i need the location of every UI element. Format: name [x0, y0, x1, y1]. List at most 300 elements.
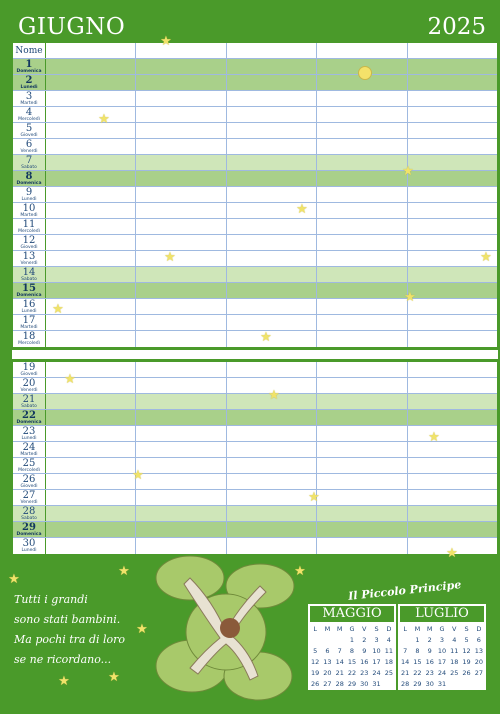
- day-cell[interactable]: [408, 490, 497, 505]
- day-cell[interactable]: [317, 107, 407, 122]
- day-cell[interactable]: [136, 315, 226, 330]
- day-cell[interactable]: [46, 91, 136, 106]
- day-cell[interactable]: [46, 474, 136, 489]
- day-cell[interactable]: [136, 362, 226, 377]
- day-cell[interactable]: [317, 91, 407, 106]
- quote-text: [14, 590, 125, 670]
- weekday-initial: S: [374, 624, 379, 633]
- day-cell[interactable]: [408, 442, 497, 457]
- week-row: [309, 667, 395, 678]
- star-icon: ★: [98, 112, 110, 127]
- day-cell[interactable]: [408, 299, 497, 314]
- day-cell[interactable]: [227, 299, 317, 314]
- day-number: 25: [22, 458, 36, 469]
- mini-day: 2: [362, 635, 367, 644]
- weekday-name: Domenica: [16, 532, 42, 537]
- mini-day: 22: [413, 668, 422, 677]
- mini-day: 28: [401, 679, 410, 688]
- mini-day: 28: [335, 679, 344, 688]
- weekday-initial: M: [324, 624, 331, 633]
- day-cell[interactable]: [46, 522, 136, 537]
- day-cell[interactable]: [317, 331, 407, 347]
- day-cell[interactable]: [317, 299, 407, 314]
- day-cell[interactable]: [408, 362, 497, 377]
- day-cell[interactable]: [408, 171, 497, 186]
- day-cell[interactable]: [136, 235, 226, 250]
- day-cell[interactable]: [227, 362, 317, 377]
- day-cell[interactable]: [408, 219, 497, 234]
- mini-day: 16: [360, 657, 369, 666]
- day-cell[interactable]: [136, 75, 226, 90]
- day-cell[interactable]: [46, 219, 136, 234]
- name-column-1[interactable]: [46, 43, 136, 58]
- name-column-3[interactable]: [227, 43, 317, 58]
- day-cell[interactable]: [227, 331, 317, 347]
- day-cell[interactable]: [46, 458, 136, 473]
- day-label: [13, 107, 46, 122]
- mini-day: 22: [347, 668, 357, 677]
- day-row: [13, 378, 497, 394]
- day-cell[interactable]: [408, 315, 497, 330]
- day-cell[interactable]: [136, 283, 226, 298]
- day-cell[interactable]: [408, 394, 497, 409]
- day-cell[interactable]: [46, 59, 136, 74]
- day-cell[interactable]: [136, 203, 226, 218]
- day-cell[interactable]: [46, 203, 136, 218]
- day-cell[interactable]: [317, 251, 407, 266]
- day-cell[interactable]: [227, 283, 317, 298]
- quote-line: Ma pochi tra di loro: [14, 633, 126, 646]
- day-cell[interactable]: [408, 426, 497, 441]
- day-cell[interactable]: [408, 139, 497, 154]
- day-label: [13, 394, 46, 409]
- day-cell[interactable]: [317, 235, 407, 250]
- mini-day: 31: [372, 679, 381, 688]
- mini-day: 25: [384, 668, 393, 677]
- day-cell[interactable]: [227, 474, 317, 489]
- day-cell[interactable]: [227, 155, 317, 170]
- day-cell[interactable]: [136, 267, 226, 282]
- mini-day: 14: [401, 657, 410, 666]
- day-cell[interactable]: [136, 187, 226, 202]
- day-cell[interactable]: [136, 442, 226, 457]
- mini-day: 21: [335, 668, 344, 677]
- day-cell[interactable]: [136, 490, 226, 505]
- day-cell[interactable]: [317, 474, 407, 489]
- mini-day: 7: [403, 646, 408, 655]
- day-cell[interactable]: [317, 203, 407, 218]
- day-cell[interactable]: [317, 219, 407, 234]
- day-cell[interactable]: [408, 59, 497, 74]
- day-cell[interactable]: [46, 187, 136, 202]
- day-cell[interactable]: [317, 171, 407, 186]
- mini-day: 4: [386, 635, 391, 644]
- brand-logo: Il Piccolo Principe: [347, 578, 462, 603]
- mini-day: 25: [450, 668, 459, 677]
- mini-day: 30: [425, 679, 434, 688]
- weekday-name: Venerdì: [20, 500, 38, 505]
- day-cell[interactable]: [317, 283, 407, 298]
- star-icon: ★: [404, 290, 416, 305]
- weekday-name: Mercoledì: [18, 229, 40, 234]
- day-cell[interactable]: [227, 187, 317, 202]
- day-row: [13, 267, 497, 283]
- day-cell[interactable]: [227, 107, 317, 122]
- day-cell[interactable]: [46, 378, 136, 393]
- weekday-initial: S: [464, 624, 469, 633]
- mini-day: 3: [374, 635, 379, 644]
- weekday-name: Mercoledì: [18, 341, 40, 346]
- day-number: 12: [22, 235, 36, 246]
- day-cell[interactable]: [408, 506, 497, 521]
- day-cell[interactable]: [408, 458, 497, 473]
- quote-line: se ne ricordano...: [14, 653, 112, 666]
- day-cell[interactable]: [46, 506, 136, 521]
- header-row: [13, 43, 497, 59]
- week-row: [309, 645, 395, 656]
- day-cell[interactable]: [408, 187, 497, 202]
- day-cell[interactable]: [46, 442, 136, 457]
- day-cell[interactable]: [227, 59, 317, 74]
- day-cell[interactable]: [136, 155, 226, 170]
- mini-calendar-table: [399, 623, 485, 689]
- mini-day: 13: [474, 646, 483, 655]
- day-number: 23: [22, 426, 36, 437]
- day-number: 14: [22, 267, 36, 278]
- day-cell[interactable]: [136, 139, 226, 154]
- week-row: [309, 634, 395, 645]
- day-cell[interactable]: [227, 442, 317, 457]
- day-cell[interactable]: [317, 378, 407, 393]
- day-row: [13, 75, 497, 91]
- day-row: [13, 490, 497, 506]
- day-cell[interactable]: [227, 315, 317, 330]
- weekday-name: Sabato: [21, 516, 37, 521]
- day-row: [13, 458, 497, 474]
- mini-day: 1: [349, 635, 355, 644]
- day-row: [13, 299, 497, 315]
- mini-day: 8: [415, 646, 420, 655]
- moon-icon: [358, 66, 372, 80]
- day-cell[interactable]: [46, 538, 136, 554]
- day-row: [13, 410, 497, 426]
- day-cell[interactable]: [317, 426, 407, 441]
- weekday-initial: V: [452, 624, 457, 633]
- day-cell[interactable]: [227, 522, 317, 537]
- day-cell[interactable]: [227, 219, 317, 234]
- mini-day: 30: [360, 679, 369, 688]
- day-label: [13, 91, 46, 106]
- star-icon: ★: [480, 250, 492, 265]
- weekday-name: Martedì: [20, 325, 38, 330]
- day-cell[interactable]: [46, 410, 136, 425]
- day-cell[interactable]: [46, 331, 136, 347]
- day-cell[interactable]: [317, 155, 407, 170]
- quote-line: Tutti i grandi: [14, 593, 88, 606]
- name-column-4[interactable]: [317, 43, 407, 58]
- month-title: GIUGNO: [18, 14, 126, 40]
- day-number: 6: [25, 139, 33, 150]
- day-cell[interactable]: [46, 171, 136, 186]
- mini-day: 6: [476, 635, 481, 644]
- day-cell[interactable]: [136, 123, 226, 138]
- day-label: [13, 522, 46, 537]
- day-cell[interactable]: [227, 75, 317, 90]
- star-icon: ★: [294, 564, 306, 579]
- mini-day: 21: [401, 668, 410, 677]
- mini-day: 6: [325, 646, 330, 655]
- weekday-name: Domenica: [16, 293, 42, 298]
- day-cell[interactable]: [46, 315, 136, 330]
- day-cell[interactable]: [317, 490, 407, 505]
- weekday-initial: G: [349, 624, 355, 633]
- day-row: [13, 283, 497, 299]
- day-label: [13, 410, 46, 425]
- day-row: [13, 187, 497, 203]
- mini-day: 7: [337, 646, 342, 655]
- day-cell[interactable]: [317, 538, 407, 554]
- name-label: Nome: [13, 43, 46, 58]
- day-cell[interactable]: [317, 458, 407, 473]
- day-row: [13, 235, 497, 251]
- day-number: 28: [22, 506, 36, 517]
- weekday-name: Domenica: [16, 420, 42, 425]
- day-row: [13, 123, 497, 139]
- star-icon: ★: [160, 34, 172, 49]
- day-number: 3: [25, 91, 33, 102]
- day-cell[interactable]: [227, 123, 317, 138]
- mini-day: 20: [474, 657, 483, 666]
- day-cell[interactable]: [46, 283, 136, 298]
- day-cell[interactable]: [136, 251, 226, 266]
- weekday-name: Venerdì: [20, 261, 38, 266]
- weekday-name: Lunedì: [21, 197, 37, 202]
- mini-calendar-may: [308, 604, 396, 690]
- week-row: [399, 634, 485, 645]
- week-row: [309, 678, 395, 689]
- name-column-2[interactable]: [136, 43, 226, 58]
- weekday-name: Mercoledì: [18, 117, 40, 122]
- weekday-name: Giovedì: [20, 133, 38, 138]
- day-cell[interactable]: [46, 426, 136, 441]
- weekday-initial: M: [426, 624, 433, 633]
- day-cell[interactable]: [408, 331, 497, 347]
- day-label: [13, 458, 46, 473]
- mini-day: [383, 678, 395, 689]
- mini-day: 23: [425, 668, 434, 677]
- day-cell[interactable]: [227, 267, 317, 282]
- day-cell[interactable]: [227, 490, 317, 505]
- day-cell[interactable]: [317, 267, 407, 282]
- day-cell[interactable]: [136, 458, 226, 473]
- day-cell[interactable]: [227, 251, 317, 266]
- day-cell[interactable]: [317, 362, 407, 377]
- day-cell[interactable]: [408, 75, 497, 90]
- day-label: [13, 474, 46, 489]
- mini-day: [334, 634, 346, 645]
- day-number: 17: [22, 315, 36, 326]
- star-icon: ★: [268, 388, 280, 403]
- weekday-name: Martedì: [20, 101, 38, 106]
- day-cell[interactable]: [408, 91, 497, 106]
- mini-day: 24: [437, 668, 447, 677]
- day-row: [13, 251, 497, 267]
- mini-day: 26: [462, 668, 471, 677]
- day-cell[interactable]: [136, 91, 226, 106]
- week-row: [399, 667, 485, 678]
- weekday-name: Giovedì: [20, 484, 38, 489]
- day-cell[interactable]: [408, 123, 497, 138]
- day-cell[interactable]: [46, 107, 136, 122]
- day-cell[interactable]: [46, 235, 136, 250]
- star-icon: ★: [136, 622, 148, 637]
- day-cell[interactable]: [46, 267, 136, 282]
- day-row: [13, 394, 497, 410]
- day-label: [13, 203, 46, 218]
- day-cell[interactable]: [46, 75, 136, 90]
- day-cell[interactable]: [136, 171, 226, 186]
- day-number: 16: [22, 299, 36, 310]
- mini-day: 27: [323, 679, 332, 688]
- day-row: [13, 426, 497, 445]
- day-cell[interactable]: [317, 139, 407, 154]
- day-cell[interactable]: [46, 362, 136, 377]
- weekday-name: Sabato: [21, 404, 37, 409]
- day-number: 19: [22, 362, 36, 373]
- mini-day: 5: [464, 635, 469, 644]
- mini-calendar-table: [309, 623, 395, 689]
- day-cell[interactable]: [408, 283, 497, 298]
- day-number: 5: [25, 123, 33, 134]
- day-row: [13, 506, 497, 522]
- day-number: 13: [22, 251, 36, 262]
- day-cell[interactable]: [46, 251, 136, 266]
- day-cell[interactable]: [46, 123, 136, 138]
- day-cell[interactable]: [136, 522, 226, 537]
- day-row: [13, 91, 497, 107]
- day-cell[interactable]: [408, 522, 497, 537]
- day-cell[interactable]: [227, 139, 317, 154]
- day-cell[interactable]: [227, 458, 317, 473]
- day-cell[interactable]: [317, 506, 407, 521]
- mini-day: 10: [437, 646, 447, 655]
- day-label: [13, 123, 46, 138]
- day-cell[interactable]: [136, 107, 226, 122]
- weekday-name: Domenica: [16, 181, 42, 186]
- star-icon: ★: [402, 164, 414, 179]
- day-cell[interactable]: [408, 107, 497, 122]
- name-column-5[interactable]: [408, 43, 497, 58]
- weekday-name: Martedì: [20, 213, 38, 218]
- day-cell[interactable]: [46, 490, 136, 505]
- day-cell[interactable]: [317, 522, 407, 537]
- mini-day: 31: [437, 679, 447, 688]
- day-label: [13, 442, 46, 457]
- day-row: [13, 155, 497, 171]
- mini-day: 18: [450, 657, 459, 666]
- day-cell[interactable]: [136, 59, 226, 74]
- day-label: [13, 219, 46, 234]
- day-cell[interactable]: [408, 203, 497, 218]
- day-cell[interactable]: [136, 378, 226, 393]
- mini-calendar-title: MAGGIO: [309, 605, 395, 623]
- planner-block-second: [12, 361, 498, 555]
- mini-calendar-july: [398, 604, 486, 690]
- mini-day: 24: [372, 668, 381, 677]
- day-cell[interactable]: [136, 219, 226, 234]
- day-cell[interactable]: [136, 331, 226, 347]
- day-number: 24: [22, 442, 36, 453]
- weekday-name: Sabato: [21, 165, 37, 170]
- day-cell[interactable]: [136, 394, 226, 409]
- day-cell[interactable]: [317, 123, 407, 138]
- day-label: [13, 235, 46, 250]
- weekday-initial: D: [386, 624, 392, 633]
- day-label: [13, 490, 46, 505]
- star-icon: ★: [428, 430, 440, 445]
- day-cell[interactable]: [317, 394, 407, 409]
- year-title: 2025: [427, 14, 486, 40]
- day-cell[interactable]: [227, 426, 317, 441]
- day-cell[interactable]: [317, 187, 407, 202]
- day-number: 4: [25, 107, 33, 118]
- day-number: 11: [22, 219, 36, 230]
- star-icon: ★: [64, 372, 76, 387]
- day-cell[interactable]: [408, 410, 497, 425]
- weekday-initial: L: [313, 624, 317, 633]
- day-cell[interactable]: [408, 474, 497, 489]
- day-row: [13, 315, 497, 331]
- star-icon: ★: [8, 572, 20, 587]
- day-cell[interactable]: [317, 410, 407, 425]
- week-row: [399, 656, 485, 667]
- day-cell[interactable]: [227, 235, 317, 250]
- day-number: 15: [22, 283, 36, 294]
- star-icon: ★: [260, 330, 272, 345]
- day-row: [13, 219, 497, 235]
- day-cell[interactable]: [136, 299, 226, 314]
- mini-day: 4: [452, 635, 457, 644]
- day-label: [13, 331, 46, 347]
- mini-day: 27: [474, 668, 483, 677]
- mini-day: 29: [347, 679, 357, 688]
- mini-day: 13: [323, 657, 332, 666]
- day-cell[interactable]: [46, 394, 136, 409]
- day-cell[interactable]: [46, 139, 136, 154]
- star-icon: ★: [52, 302, 64, 317]
- day-cell[interactable]: [317, 442, 407, 457]
- day-cell[interactable]: [317, 315, 407, 330]
- mini-day: 15: [413, 657, 422, 666]
- day-cell[interactable]: [408, 235, 497, 250]
- day-cell[interactable]: [46, 155, 136, 170]
- day-cell[interactable]: [136, 426, 226, 441]
- day-cell[interactable]: [408, 155, 497, 170]
- day-cell[interactable]: [136, 410, 226, 425]
- day-cell[interactable]: [227, 171, 317, 186]
- day-cell[interactable]: [136, 506, 226, 521]
- day-label: [13, 299, 46, 314]
- day-cell[interactable]: [227, 506, 317, 521]
- day-cell[interactable]: [408, 378, 497, 393]
- day-number: 26: [22, 474, 36, 485]
- day-cell[interactable]: [227, 410, 317, 425]
- weekday-name: Lunedì: [21, 309, 37, 314]
- day-cell[interactable]: [136, 474, 226, 489]
- day-cell[interactable]: [227, 91, 317, 106]
- day-label: [13, 506, 46, 521]
- day-cell[interactable]: [408, 267, 497, 282]
